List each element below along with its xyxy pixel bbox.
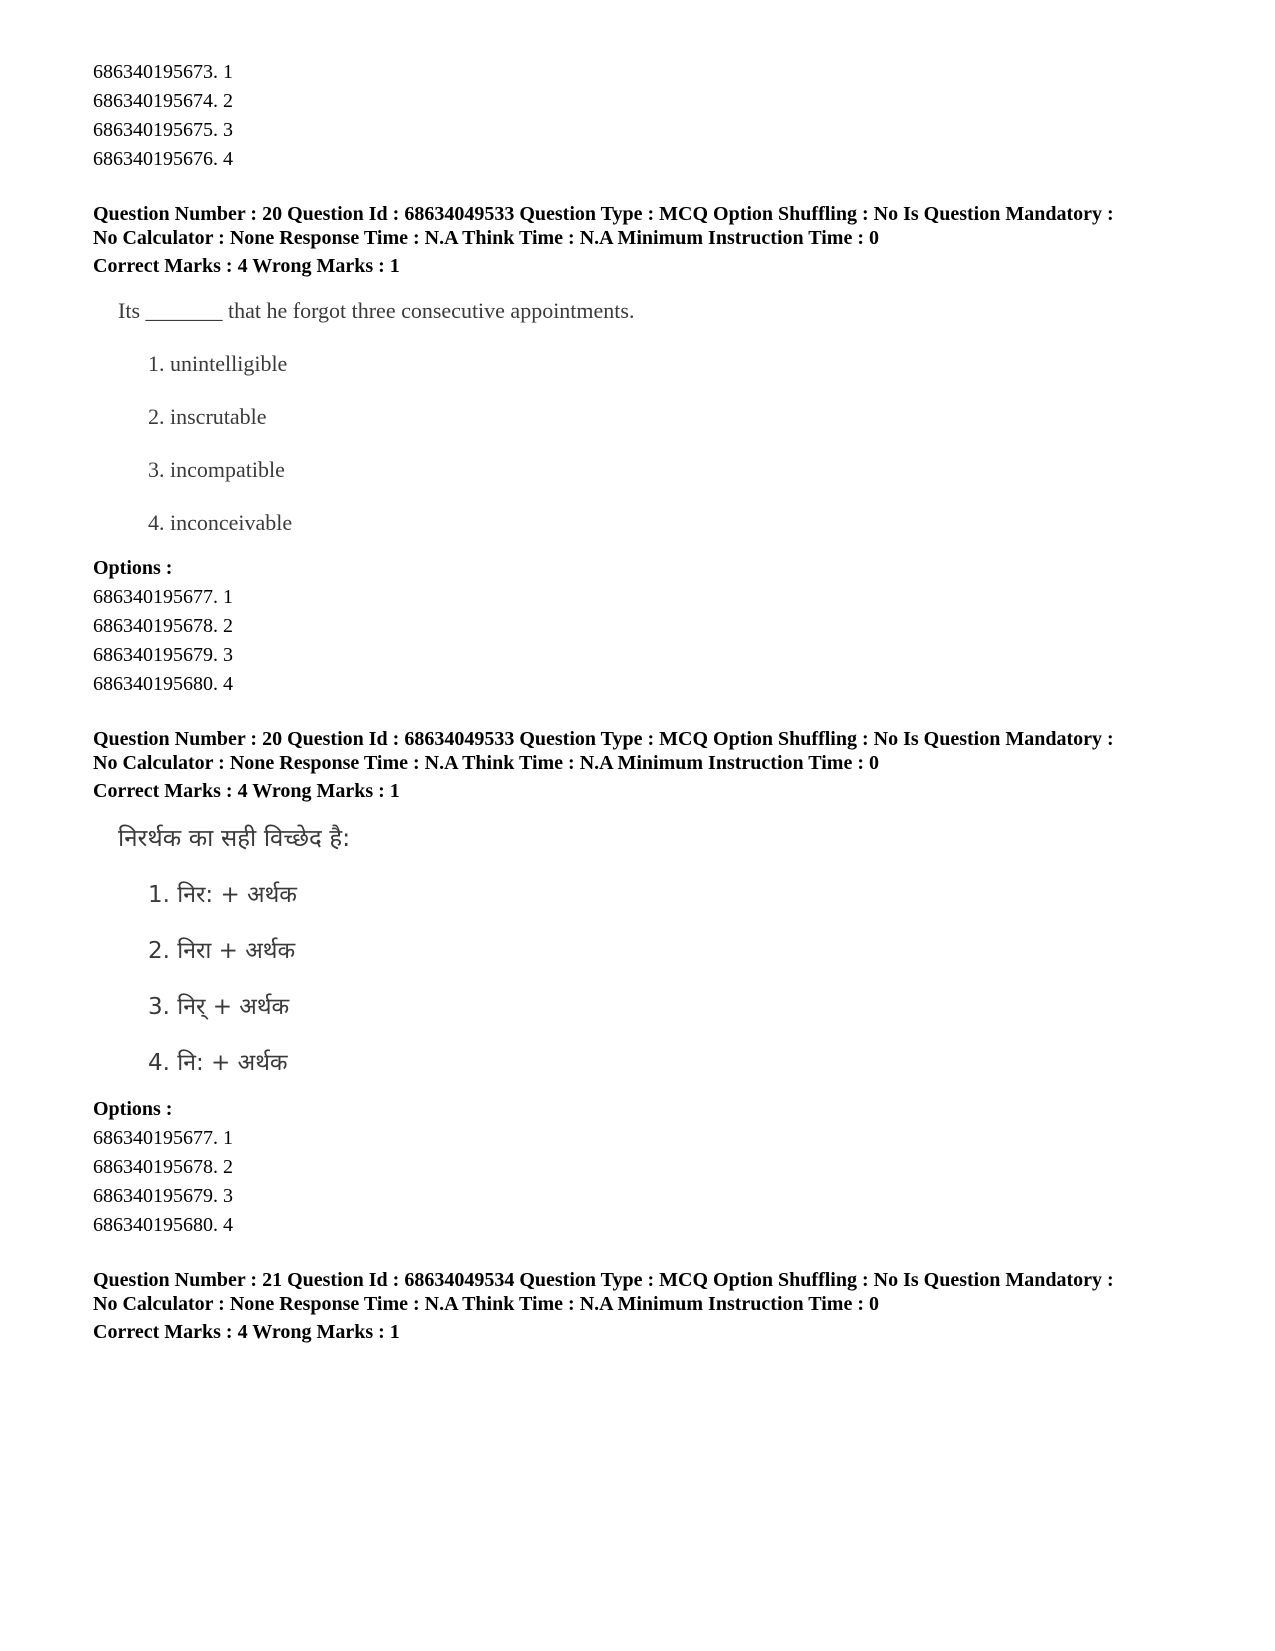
option-line: 686340195676. 4: [93, 148, 233, 170]
option-line: 686340195677. 1: [93, 586, 233, 608]
question-header-line2: No Calculator : None Response Time : N.A Think Time : N.A Minimum Instruction Time : 0: [93, 227, 879, 249]
options-label: Options :: [93, 1098, 173, 1120]
question-stem: निरर्थक का सही विच्छेद है:: [118, 824, 351, 852]
question-choice: 4. inconceivable: [148, 510, 293, 535]
question-marks: Correct Marks : 4 Wrong Marks : 1: [93, 255, 400, 277]
question-content: [118, 296, 1203, 538]
option-line: 686340195679. 3: [93, 644, 233, 666]
question-choice: 2. निरा + अर्थक: [148, 938, 296, 964]
question-header-line2: No Calculator : None Response Time : N.A Think Time : N.A Minimum Instruction Time : 0: [93, 1293, 879, 1315]
option-line: 686340195680. 4: [93, 673, 233, 695]
question-stem: Its _______ that he forgot three consecutive appointments.: [118, 298, 635, 323]
option-line: 686340195675. 3: [93, 119, 233, 141]
question-block-english: [93, 202, 1203, 699]
option-line: 686340195680. 4: [93, 1214, 233, 1236]
option-line: 686340195673. 1: [93, 61, 233, 83]
option-line: 686340195677. 1: [93, 1127, 233, 1149]
question-header-line2: No Calculator : None Response Time : N.A Think Time : N.A Minimum Instruction Time : 0: [93, 752, 879, 774]
question-block-hindi: [93, 727, 1203, 1240]
question-choice: 3. निर् + अर्थक: [148, 994, 290, 1020]
options-label: Options :: [93, 557, 173, 579]
option-line: 686340195678. 2: [93, 615, 233, 637]
question-header-line1: Question Number : 20 Question Id : 68634049533 Question Type : MCQ Option Shuffling : No Is Question Mandatory :: [93, 203, 1114, 225]
question-choice: 3. incompatible: [148, 457, 285, 482]
question-block-next: [93, 1268, 1203, 1344]
option-line: 686340195678. 2: [93, 1156, 233, 1178]
question-header-line1: Question Number : 21 Question Id : 68634049534 Question Type : MCQ Option Shuffling : No Is Question Mandatory :: [93, 1269, 1114, 1291]
document-page: [93, 58, 1203, 1344]
question-choice: 2. inscrutable: [148, 404, 267, 429]
previous-options-list: [93, 58, 1203, 174]
question-marks: Correct Marks : 4 Wrong Marks : 1: [93, 1321, 400, 1343]
question-content: [118, 821, 1203, 1079]
question-choice: 1. निर: + अर्थक: [148, 882, 297, 908]
question-choice: 4. नि: + अर्थक: [148, 1050, 288, 1076]
option-line: 686340195674. 2: [93, 90, 233, 112]
question-header-line1: Question Number : 20 Question Id : 68634049533 Question Type : MCQ Option Shuffling : No Is Question Mandatory :: [93, 728, 1114, 750]
option-line: 686340195679. 3: [93, 1185, 233, 1207]
question-choice: 1. unintelligible: [148, 351, 288, 376]
question-marks: Correct Marks : 4 Wrong Marks : 1: [93, 780, 400, 802]
